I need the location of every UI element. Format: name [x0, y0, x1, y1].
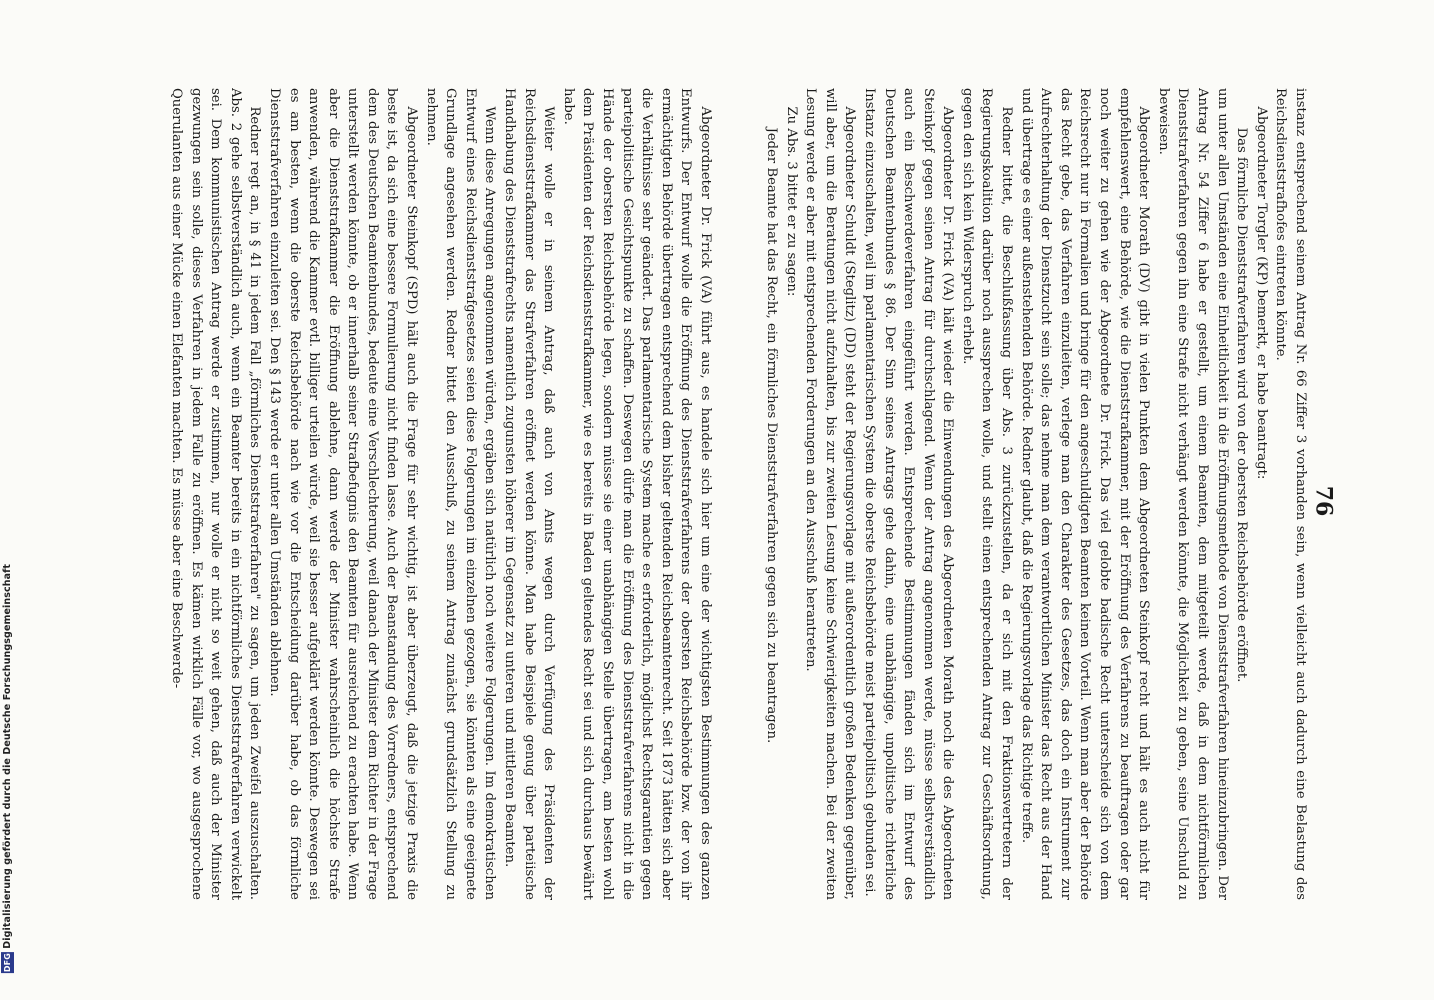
right-column: [730, 88, 1310, 900]
paragraph: instanz entsprechend seinem Antrag Nr. 66 Ziffer 3 vorhanden sein, wenn vielleicht auch dadurch eine Belastung des Reichsdienststrafhofes eintreten könnte.: [1273, 88, 1308, 900]
paragraph: Redner bittet, die Beschlußfassung über Abs. 3 zurückzustellen, da er sich mit den Fraktionsvertretern der Regierungskoalition darüber noch aussprechen wolle, und stellt einen entsprechenden Antrag zur Geschäftsordnung, gegen den sich kein Widerspruch erhebt.: [959, 88, 1015, 900]
footer-text: [1, 564, 14, 976]
page-number: 76: [1310, 485, 1337, 517]
paragraph: Abgeordneter Torgler (KP) bemerkt, er habe beantragt:: [1253, 106, 1269, 480]
paragraph: Abgeordneter Morath (DV) gibt in vielen Punkten dem Abgeordneten Steinkopf recht und hält es auch nicht für empfehlenswert, eine Behörde, wie die Dienststrafkammer, mit der Eröffnung des Verfahrens zu beauftragen oder gar noch weiter zu gehen wie der Abgeordnete Dr. Frick. Das viel gelobte badische Recht unterscheide sich von dem Reichsrecht nur in Formalien und bringe für den angeschuldigten Beamten keinen Vorteil. Wenn man aber der Behörde das Recht gebe, das Verfahren einzuleiten, verlege man den Charakter des Gesetzes, das doch ein Instrument zur Aufrechterhaltung der Dienstzucht sein solle; das nehme man dem verantwortlichen Minister das Recht aus der Hand und übertrage es einer außenstehenden Behörde. Redner glaubt, daß die Regierungsvorlage das Richtige treffe.: [1018, 88, 1152, 900]
paragraph: Abgeordneter Steinkopf (SPD) hält auch die Frage für sehr wichtig, ist aber überzeugt, daß die jetzige Praxis die beste ist, da sich eine bessere Formulierung nicht finden lasse. Auch der Beanstandung des Vorredners, entsprechend dem des Deutschen Beamtenbundes, bedeute eine Verschlechterung, weil danach der Minister dem Richter in der Frage unterstellt werden könnte, ob er innerhalb seiner Strafbefugnis den Beamten für ausreichend zu erachten habe. Wenn aber die Dienststrafkammer die Eröffnung ablehne, dann werde der Minister wahrscheinlich die höchste Strafe anwenden, während die Kammer evtl. billiger urteilen würde, weil sie besser aufgeklärt werden könnte. Deswegen sei es am besten, wenn die oberste Reichsbehörde nach wie vor die Entscheidung darüber habe, ob das förmliche Dienststrafverfahren einzuleiten sei. Den § 143 werde er unter allen Umständen ablehnen.: [266, 88, 420, 900]
paragraph: Abgeordneter Dr. Frick (VA) hält wieder die Einwendungen des Abgeordneten Morath noch die des Abgeordneten Steinkopf gegen seinen Antrag für durchschlagend. Wenn der Antrag angenommen werde, müsse selbstverständlich auch ein Beschwerdeverfahren eingeführt werden. Entsprechende Bestimmungen fänden sich im Entwurf des Deutschen Beamtenbundes § 86. Der Sinn seines Antrags gehe dahin, eine unabhängige, unpolitische richterliche Instanz einzuschalten, weil im parlamentarischen System die oberste Reichsbehörde meist parteipolitisch gebunden sei.: [861, 88, 956, 900]
paragraph: Abgeordneter Dr. Frick (VA) führt aus, es handele sich hier um eine der wichtigsten Bestimmungen des ganzen Entwurfs. Der Entwurf wolle die Eröffnung des Dienststrafverfahrens der obersten Reichsbehörde bzw. der von ihr ermächtigten Behörde übertragen entsprechend dem bisher geltenden Reichsbeamtenrecht. Seit 1873 hätten sich aber die Verhältnisse sehr geändert. Das parlamentarische System mache es erforderlich, möglichst Rechtsgarantien gegen parteipolitische Gesichtspunkte zu schaffen. Deswegen dürfe man die Eröffnung des Dienststrafverfahrens nicht in die Hände der obersten Reichsbehörde legen, sondern müsse sie einer unabhängigen Stelle übertragen, am besten wohl dem Präsidenten der Reichsdienststrafkammer, wie es bereits in Baden geltendes Recht sei und sich durchaus bewährt habe.: [560, 88, 713, 900]
footer-strip: [0, 0, 14, 1000]
footer-credit: Digitalisierung gefördert durch die Deutsche Forschungsgemeinschaft: [1, 563, 13, 949]
left-column-block: [120, 88, 715, 900]
left-column: [120, 88, 715, 900]
paragraph: Weiter wolle er in seinem Antrag, daß auch von Amts wegen durch Verfügung des Präsidenten der Reichsdienststrafkammer das Strafverfahren eröffnet werden könne. Man habe Beispiele genug über parteiische Handhabung des Dienststrafrechts namentlich zugunsten höherer im Gegensatz zu unteren und mittleren Beamten.: [502, 88, 557, 900]
paragraph: Abgeordneter Schuldt (Steglitz) (DD) steht der Regierungsvorlage mit außerordentlich großen Bedenken gegenüber, will aber, um die Beratungen nicht aufzuhalten, bis zur zweiten Lesung keine Schwierigkeiten machen. Bei der zweiten Lesung werde er aber mit entsprechenden Forderungen an den Ausschuß herantreten.: [803, 88, 858, 900]
quoted-motion: Jeder Beamte hat das Recht, ein förmliches Dienststrafverfahren gegen sich zu beantragen.: [763, 127, 779, 744]
quoted-motion: Das förmliche Dienststrafverfahren wird von der obersten Reichsbehörde eröffnet.: [1234, 127, 1250, 683]
paragraph: Zu Abs. 3 bittet er zu sagen:: [783, 106, 799, 297]
paragraph: Redner regt an, in § 41 in jedem Fall „förmliches Dienststrafverfahren" zu sagen, um jeden Zweifel auszuschalten. Abs. 2 gehe selbstverständlich auch, wenn ein Beamter bereits in ein nichtförmliches Dienststrafverfahren verwickelt sei. Dem kommunistischen Antrag werde er zustimmen, nur wolle er nicht so weit gehen, daß auch der Minister gezwungen sein solle, dieses Verfahren in jedem Falle zu eröffnen. Es kämen wirklich Fälle vor, wo ausgesprochene Querulanten aus einer Mücke einen Elefanten machten. Es müsse aber eine Beschwerde-: [168, 88, 263, 900]
paragraph: um unter allen Umständen eine Einheitlichkeit in die Eröffnungsmethode von Dienststrafverfahren hineinzubringen. Der Antrag Nr. 54 Ziffer 6 habe er gestellt, um einem Beamten, dem mitgeteilt werde, daß in dem nichtförmlichen Dienststrafverfahren gegen ihn eine Strafe nicht verhängt werden könnte, die Möglichkeit zu geben, seine Unschuld zu beweisen.: [1155, 88, 1230, 900]
right-column-block: [730, 88, 1310, 900]
paragraph: Wenn diese Anregungen angenommen würden, ergäben sich natürlich noch weitere Folgerungen. Im demokratischen Entwurf eines Reichsdienststrafgesetzes seien diese Folgerungen im einzelnen gezogen, sie könnten als eine geeignete Grundlage angesehen werden. Redner bittet den Ausschuß, zu seinem Antrag zunächst grundsätzlich Stellung zu nehmen.: [423, 88, 498, 900]
dfg-logo: DFG: [2, 953, 12, 972]
